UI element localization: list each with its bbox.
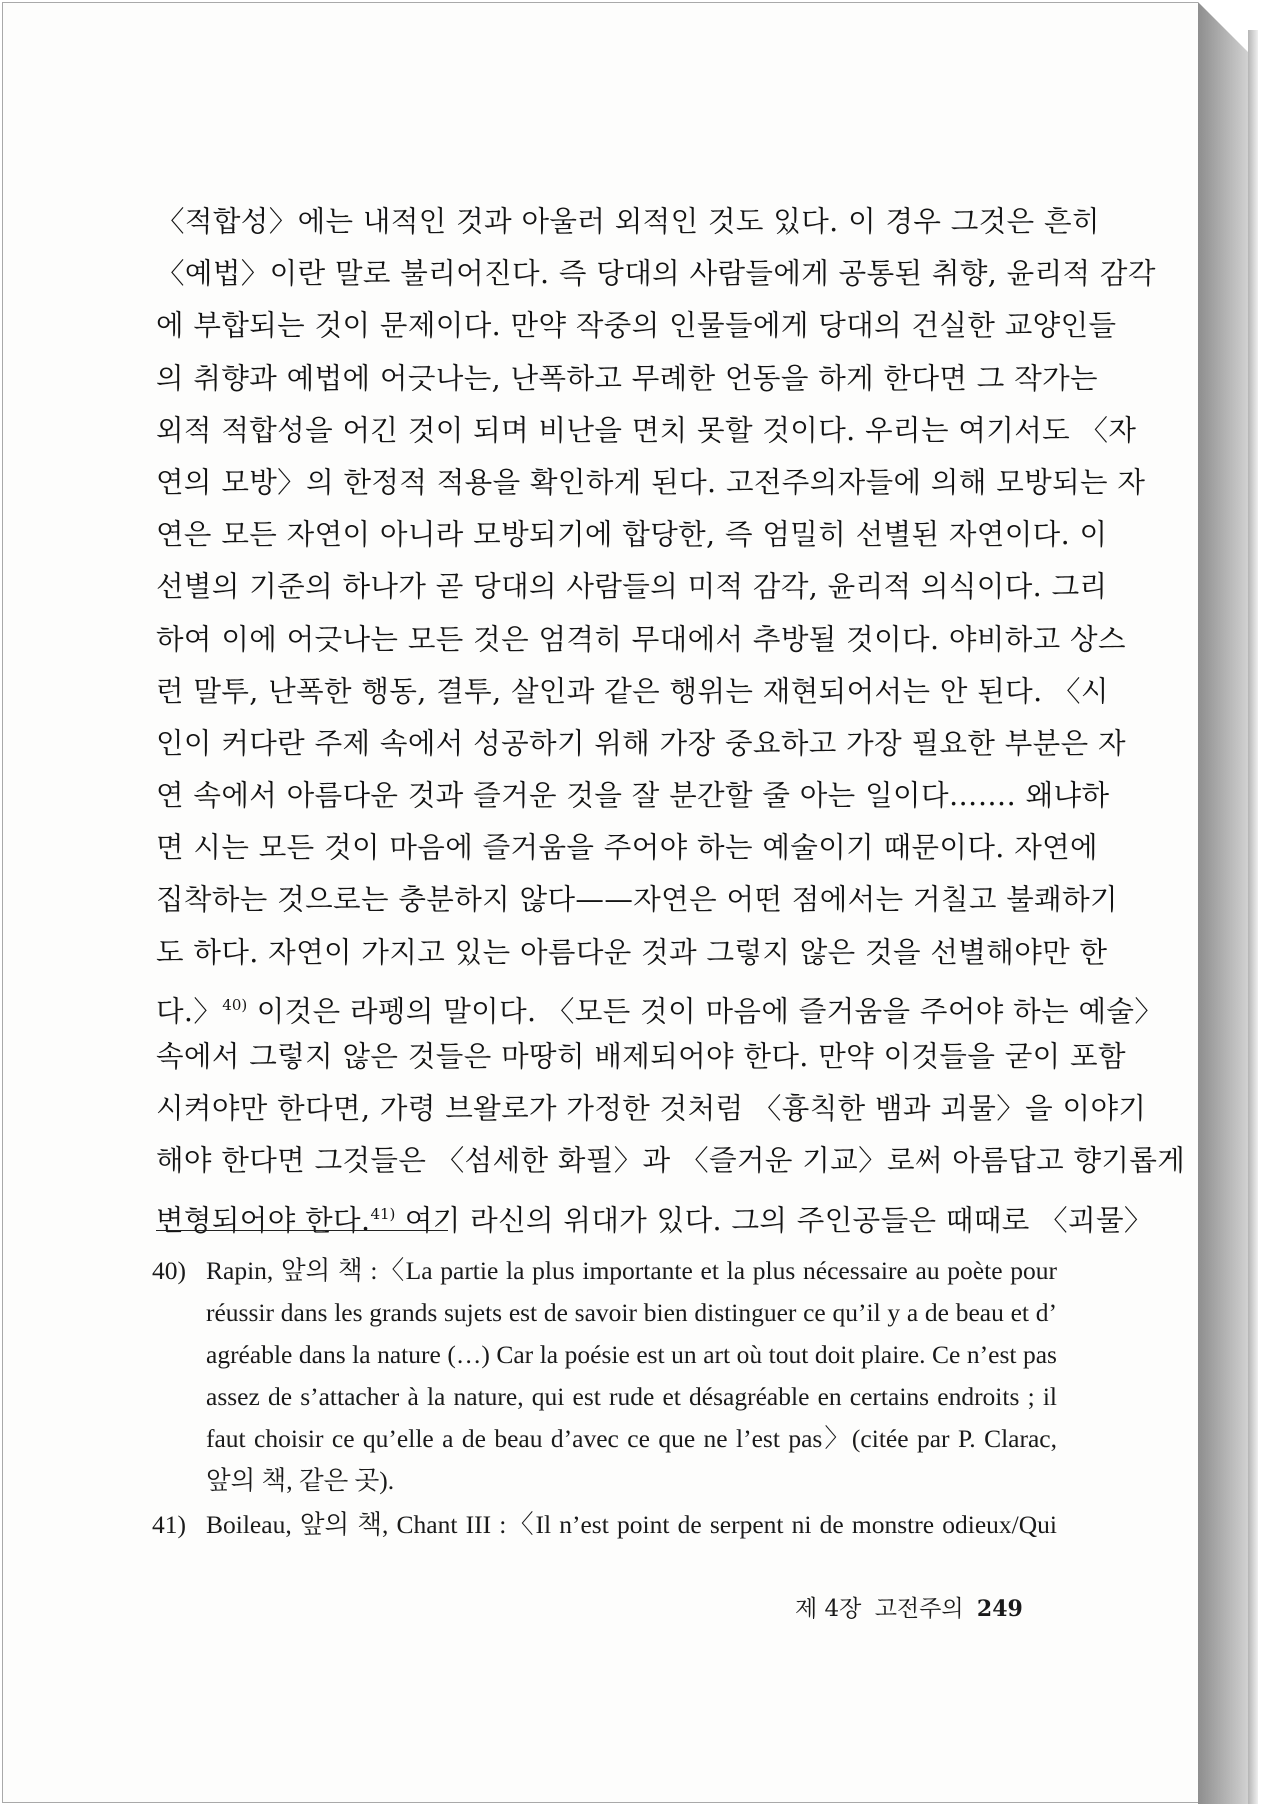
body-line: 하여 이에 어긋나는 모든 것은 엄격히 무대에서 추방될 것이다. 야비하고 상스 [156,622,1126,656]
body-line: 집착하는 것으로는 충분하지 않다——자연은 어떤 점에서는 거칠고 불쾌하기 [156,883,1118,917]
page-edge-highlight [1248,30,1258,1804]
page-footer [795,1590,1029,1623]
chapter-title: 고전주의 [874,1596,964,1622]
footnote-line: 앞의 책, 같은 곳). [206,1466,395,1495]
body-line: 에 부합되는 것이 문제이다. 만약 작중의 인물들에게 당대의 건실한 교양인들 [156,309,1117,343]
footnote-line: Boileau, 앞의 책, Chant III :〈Il n’est point de serpent ni de monstre odieux/Qui [206,1510,1057,1539]
body-line: 의 취향과 예법에 어긋나는, 난폭하고 무례한 언동을 하게 한다면 그 작가는 [156,361,1098,395]
footnote-line: Rapin, 앞의 책 :〈La partie la plus importante et la plus nécessaire au poète pour [206,1256,1057,1285]
body-line: 연의 모방〉의 한정적 적용을 확인하게 된다. 고전주의자들에 의해 모방되는 자 [156,465,1146,499]
footnote-line: agréable dans la nature (…) Car la poésie est un art où tout doit plaire. Ce n’est pas [206,1340,1057,1369]
footnote-line: assez de s’attacher à la nature, qui est rude et désagréable en certains endroits ; il [206,1382,1057,1411]
body-line: 해야 한다면 그것들은 〈섬세한 화필〉과 〈즐거운 기교〉로써 아름답고 향기롭게 [156,1144,1186,1178]
page-number: 249 [976,1596,1023,1622]
body-line: 면 시는 모든 것이 마음에 즐거움을 주어야 하는 예술이기 때문이다. 자연에 [156,831,1098,865]
body-line: 시켜야만 한다면, 가령 브왈로가 가정한 것처럼 〈흉칙한 뱀과 괴물〉을 이야기 [156,1092,1147,1126]
footnote-number: 41) [152,1510,186,1539]
body-line: 〈예법〉이란 말로 불리어진다. 즉 당대의 사람들에게 공통된 취향, 윤리적 감각 [156,257,1156,291]
body-line: 외적 적합성을 어긴 것이 되며 비난을 면치 못할 것이다. 우리는 여기서도 〈자 [156,413,1137,447]
chapter-label: 제 4장 [795,1596,862,1622]
footnote-line: réussir dans les grands sujets est de savoir bien distinguer ce qu’il y a de beau et d’ [206,1298,1057,1327]
footnote-line: faut choisir ce qu’elle a de beau d’avec ce que ne l’est pas〉(citée par P. Clarac, [206,1424,1057,1453]
footnote-separator [156,1230,448,1231]
body-line-with-note-41 [156,1188,1153,1240]
body-line: 속에서 그렇지 않은 것들은 마땅히 배제되어야 한다. 만약 이것들을 굳이 포함 [156,1040,1126,1073]
footnote-41 [152,1504,1057,1546]
footnotes [152,1250,1057,1548]
body-line: 도 하다. 자연이 가지고 있는 아름다운 것과 그렇지 않은 것을 선별해야만 한 [156,935,1108,969]
footnote-ref-41: 41) [370,1204,396,1223]
body-line: 〈적합성〉에는 내적인 것과 아울러 외적인 것도 있다. 이 경우 그것은 흔히 [156,205,1100,238]
body-line-start: 변형되어야 한다. [156,1203,371,1237]
body-text [156,196,1186,1240]
body-line: 연 속에서 아름다운 것과 즐거운 것을 잘 분간할 줄 아는 일이다……. 왜냐하 [156,779,1110,813]
body-line-rest: 이것은 라펭의 말이다. 〈모든 것이 마음에 즐거움을 주어야 하는 예술〉 [247,994,1164,1028]
body-line: 인이 커다란 주제 속에서 성공하기 위해 가장 중요하고 가장 필요한 부분은 자 [156,726,1126,760]
body-line: 런 말투, 난폭한 행동, 결투, 살인과 같은 행위는 재현되어서는 안 된다. 〈시 [156,674,1109,708]
body-line: 연은 모든 자연이 아니라 모방되기에 합당한, 즉 엄밀히 선별된 자연이다. 이 [156,518,1108,552]
footnote-ref-40: 40) [222,995,248,1014]
body-line: 선별의 기준의 하나가 곧 당대의 사람들의 미적 감각, 윤리적 의식이다. 그리 [156,570,1108,604]
body-line-rest: 여기 라신의 위대가 있다. 그의 주인공들은 때때로 〈괴물〉 [395,1203,1153,1237]
body-line-with-note-40 [156,979,1164,1031]
body-line-start: 다.〉 [156,994,223,1028]
footnote-40 [152,1250,1057,1502]
footnote-number: 40) [152,1256,186,1285]
